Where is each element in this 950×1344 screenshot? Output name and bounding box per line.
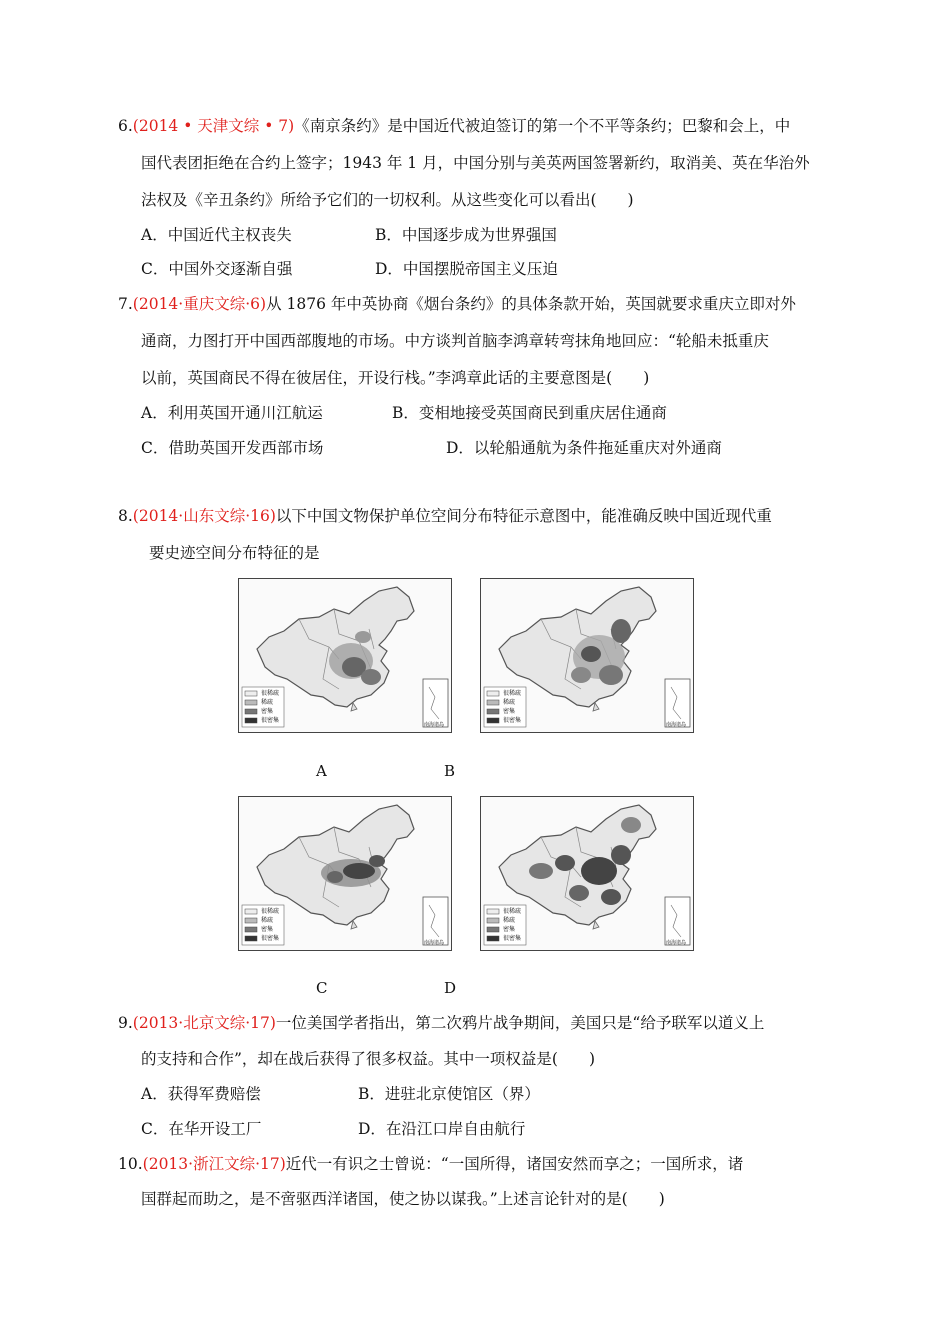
q9-text-2: 的支持和合作”，却在战后获得了很多权益。其中一项权益是( ) [141, 1050, 596, 1068]
q10-text-1: 近代一有识之士曾说：“一国所得，诸国安然而享之；一国所求，诸 [285, 1155, 744, 1173]
map-c-legend-2: 稀疏 [261, 917, 274, 924]
q7-text-1: 从 1876 年中英协商《烟台条约》的具体条款开始，英国就要求重庆立即对外 [266, 295, 796, 313]
map-a-legend-1: 很稀疏 [261, 690, 280, 697]
map-b-inset-label: 南海诸岛 [666, 722, 687, 728]
q6-option-a: A．中国近代主权丧失 [141, 226, 292, 244]
q10-line1 [118, 1154, 743, 1174]
q8-line1 [118, 506, 772, 526]
map-a-legend-2: 稀疏 [261, 699, 274, 706]
q6-option-c: C．中国外交逐渐自强 [141, 260, 293, 278]
map-d-inset-label: 南海诸岛 [666, 940, 687, 946]
map-b-legend-4: 很密集 [503, 717, 522, 724]
q6-source: (2014 • 天津文综 • 7) [132, 117, 295, 135]
q6-option-d: D．中国摆脱帝国主义压迫 [375, 260, 558, 278]
q8-source: (2014·山东文综·16) [132, 507, 276, 525]
map-d-legend-1: 很稀疏 [503, 908, 522, 915]
map-c-legend-4: 很密集 [261, 935, 280, 942]
q8-text-1: 以下中国文物保护单位空间分布特征示意图中，能准确反映中国近现代重 [275, 507, 772, 525]
q6-number: 6. [118, 117, 133, 135]
map-b-legend-3: 密集 [503, 708, 516, 715]
q6-text-3: 法权及《辛丑条约》所给予它们的一切权利。从这些变化可以看出( ) [141, 191, 634, 209]
q9-line1 [118, 1013, 764, 1033]
q6-option-b: B．中国逐步成为世界强国 [375, 226, 557, 244]
q9-option-c: C．在华开设工厂 [141, 1120, 262, 1138]
q7-option-c: C．借助英国开发西部市场 [141, 439, 324, 457]
map-b-legend-2: 稀疏 [503, 699, 516, 706]
map-b [480, 578, 694, 733]
q9-option-a: A．获得军费赔偿 [141, 1085, 261, 1103]
map-d-legend-3: 密集 [503, 926, 516, 933]
q9-text-1: 一位美国学者指出，第二次鸦片战争期间，美国只是“给予联军以道义上 [275, 1014, 765, 1032]
map-c-legend-3: 密集 [261, 926, 274, 933]
map-a-legend-3: 密集 [261, 708, 274, 715]
q7-number: 7. [118, 295, 133, 313]
q7-option-a: A．利用英国开通川江航运 [141, 404, 323, 422]
q9-option-d: D．在沿江口岸自由航行 [358, 1120, 526, 1138]
map-a-caption: A [316, 762, 327, 780]
map-c-inset-label: 南海诸岛 [424, 940, 445, 946]
q10-number: 10. [118, 1155, 143, 1173]
q6-text-2: 国代表团拒绝在合约上签字；1943 年 1 月，中国分别与美英两国签署新约，取消美、英在华治外 [141, 154, 810, 172]
map-d-legend-4: 很密集 [503, 935, 522, 942]
q9-number: 9. [118, 1014, 133, 1032]
map-d-legend-2: 稀疏 [503, 917, 516, 924]
map-c-caption: C [316, 979, 328, 997]
q8-text-2: 要史迹空间分布特征的是 [149, 544, 320, 562]
map-d [480, 796, 694, 951]
q9-option-b: B．进驻北京使馆区（界） [358, 1085, 540, 1103]
q7-option-d: D．以轮船通航为条件拖延重庆对外通商 [446, 439, 722, 457]
q7-line1 [118, 294, 796, 314]
map-c-legend-1: 很稀疏 [261, 908, 280, 915]
q10-text-2: 国群起而助之，是不啻驱西洋诸国，使之协以谋我。”上述言论针对的是( ) [141, 1190, 665, 1208]
q9-source: (2013·北京文综·17) [132, 1014, 276, 1032]
q7-text-2: 通商，力图打开中国西部腹地的市场。中方谈判首脑李鸿章转弯抹角地回应：“轮船未抵重庆 [141, 332, 769, 350]
q8-number: 8. [118, 507, 133, 525]
map-a-inset-label: 南海诸岛 [424, 722, 445, 728]
q6-text-1: 《南京条约》是中国近代被迫签订的第一个不平等条约；巴黎和会上，中 [294, 117, 791, 135]
map-a-legend-4: 很密集 [261, 717, 280, 724]
map-a [238, 578, 452, 733]
q10-source: (2013·浙江文综·17) [142, 1155, 286, 1173]
q7-option-b: B．变相地接受英国商民到重庆居住通商 [392, 404, 667, 422]
map-d-caption: D [444, 979, 457, 997]
map-c [238, 796, 452, 951]
map-b-legend-1: 很稀疏 [503, 690, 522, 697]
map-b-caption: B [444, 762, 456, 780]
q7-source: (2014·重庆文综·6) [132, 295, 267, 313]
q7-text-3: 以前，英国商民不得在彼居住，开设行栈。”李鸿章此话的主要意图是( ) [141, 369, 650, 387]
q6-line1 [118, 116, 790, 136]
